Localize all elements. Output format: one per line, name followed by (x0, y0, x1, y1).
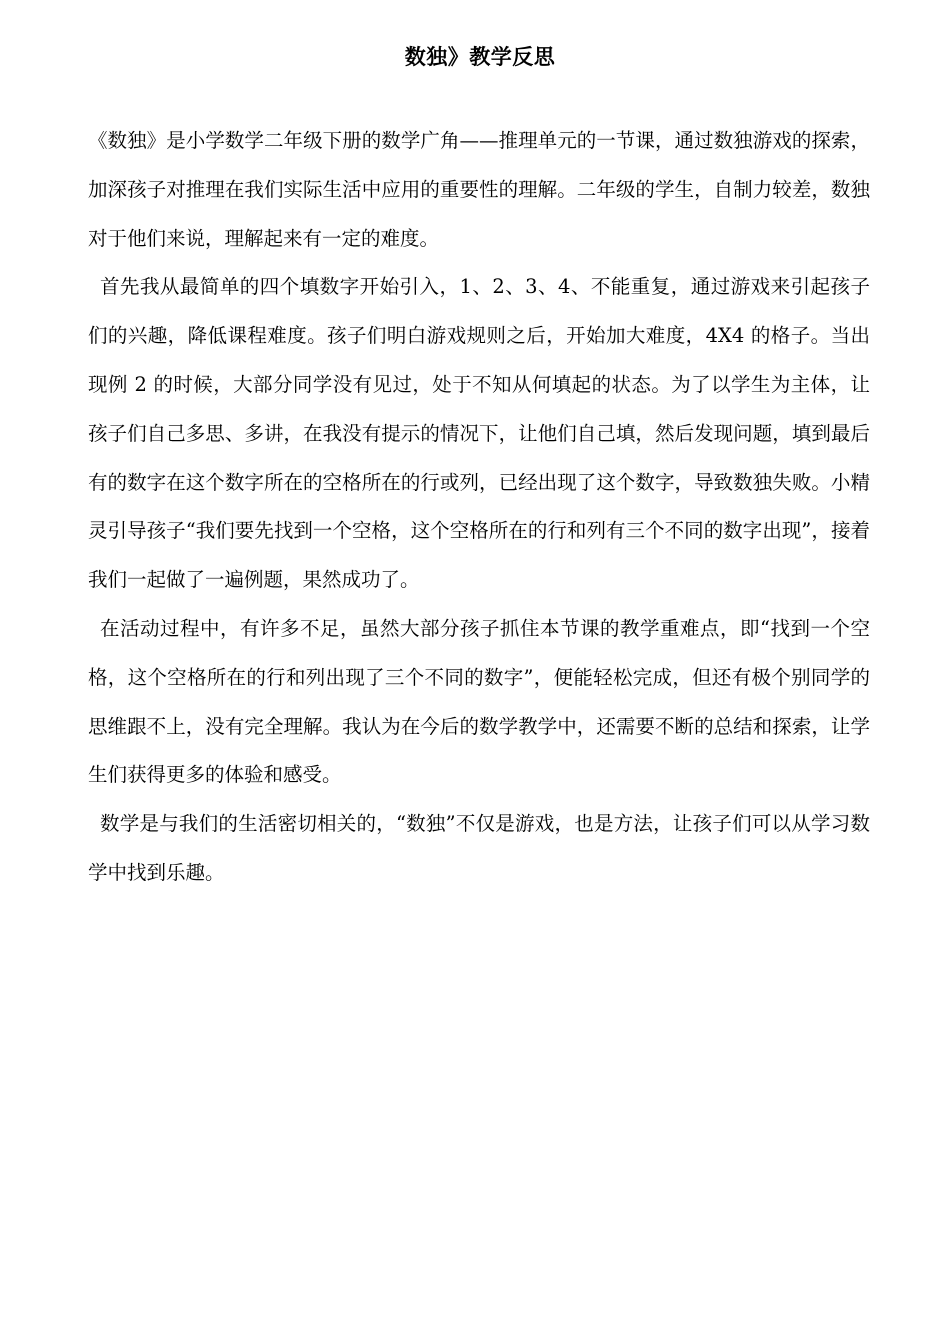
paragraph-teaching-process: 首先我从最简单的四个填数字开始引入，1、2、3、4、不能重复，通过游戏来引起孩子们的兴趣，降低课程难度。孩子们明白游戏规则之后，开始加大难度，4X4 的格子。当出现例 2 的时候，大部分同学没有见过，处于不知从何填起的状态。为了以学生为主体，让孩子们自己多思、多讲，在我没有提示的情况下，让他们自己填，然后发现问题，填到最后有的数字在这个数字所在的空格所在的行或列，已经出现了这个数字，导致数独失败。小精灵引导孩子“我们要先找到一个空格，这个空格所在的行和列有三个不同的数字出现”，接着我们一起做了一遍例题，果然成功了。 (88, 275, 870, 592)
paragraph-conclusion: 数学是与我们的生活密切相关的，“数独”不仅是游戏，也是方法，让孩子们可以从学习数学中找到乐趣。 (88, 812, 870, 884)
document-body (88, 117, 870, 898)
paragraph-shortcomings: 在活动过程中，有许多不足，虽然大部分孩子抓住本节课的教学重难点，即“找到一个空格，这个空格所在的行和列出现了三个不同的数字”，便能轻松完成，但还有极个别同学的思维跟不上，没有完全理解。我认为在今后的数学教学中，还需要不断的总结和探索，让学生们获得更多的体验和感受。 (88, 616, 870, 787)
paragraph-intro: 《数独》是小学数学二年级下册的数学广角——推理单元的一节课，通过数独游戏的探索，加深孩子对推理在我们实际生活中应用的重要性的理解。二年级的学生，自制力较差，数独对于他们来说，理解起来有一定的难度。 (88, 129, 870, 250)
document-title: 数独》教学反思 (404, 45, 556, 69)
